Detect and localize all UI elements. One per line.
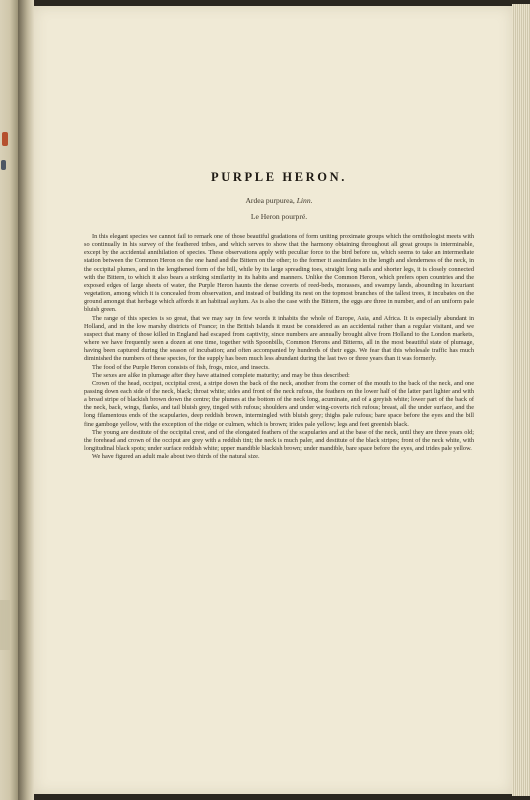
book-page	[34, 6, 512, 794]
left-page-plate-fragment	[2, 132, 8, 146]
book-gutter	[18, 0, 34, 800]
latin-author: Linn.	[296, 196, 313, 205]
body-text	[84, 233, 474, 461]
paragraph: The young are destitute of the occipital crest, and of the elongated feathers of the scapularies and at the base of the neck, until they are three years old; the forehead and crown of the occiput are grey with a reddish tint; the neck is much paler, and destitute of the black stripes; front of the neck white, with longitudinal black spots; under surface reddish white; upper mandible blackish brown; under mandible, bare space before the eyes, and irides pale yellow.	[84, 428, 474, 453]
paragraph: The food of the Purple Heron consists of fish, frogs, mice, and insects.	[92, 363, 270, 371]
paragraph: Crown of the head, occiput, occipital crest, a stripe down the back of the neck, another from the corner of the mouth to the back of the neck, and one passing down each side of the neck, black; throat white; sides and front of the neck rufous, the feathers on the lower half of the latter part lighter and with a broad stripe of blackish brown down the centre; the plumes at the bottom of the neck long, acuminate, and of a greyish white; lower part of the back of the neck, back, wings, flanks, and tail bluish grey, tinged with rufous; shoulders and under wing-coverts rich rufous; breast, all the under surface, and the long filamentous ends of the scapularies, deep reddish brown, intermingled with bluish grey; thighs pale rufous; bare space before the eyes and the bill fine gamboge yellow, with the exception of the ridge or culmen, which is brown; irides pale yellow; legs and feet greenish black.	[84, 379, 474, 428]
paragraph: The range of this species is so great, that we may say in few words it inhabits the whole of Europe, Asia, and Africa. It is especially abundant in Holland, and in the low marshy districts of France; in the British Islands it must be considered as an accidental rather than a regular visitant, and we suspect that many of those killed in England had escaped from captivity, since numbers are annually brought alive from Holland to the London markets, where we have frequently seen a dozen at one time, together with Spoonbills, Common Herons and Bitterns, all in the most beautiful state of plumage, having been captured during the season of incubation; and often accompanied by hundreds of their eggs. We fear that this wholesale traffic has much diminished the numbers of these species, for the supply has been much less abundant during the last two or three years than it was formerly.	[84, 314, 474, 363]
paragraph: The sexes are alike in plumage after they have attained complete maturity; and may be thus described:	[92, 371, 350, 379]
left-page-plate-fragment	[0, 600, 10, 650]
paragraph: We have figured an adult male about two thirds of the natural size.	[92, 453, 260, 461]
page-stack-edge	[512, 4, 530, 796]
left-page-plate-fragment	[1, 160, 6, 170]
latin-name-line	[84, 196, 474, 205]
left-page-edge	[0, 0, 18, 800]
page-title: PURPLE HERON.	[211, 170, 347, 184]
page-text	[84, 170, 474, 461]
french-name: Le Heron pourpré.	[250, 212, 308, 221]
paragraph: In this elegant species we cannot fail to remark one of those beautiful gradations of form uniting proximate groups which the ornithologist meets with so continually in his survey of the feathered tribes, and which serves to show that the harmony obtaining throughout all great groups is interminable, except by the accidental annihilation of species. These observations apply with peculiar force to the bird before us, which seems to take an intermediate station between the Common Heron on the one hand and the Bittern on the other; to the former it assimilates in the length and slenderness of the neck, in the occipital plumes, and in the lengthened form of the bill, while by its large spreading toes, straight long nails and shorter legs, it is closely connected with the Bittern, to which it also bears a striking similarity in its habits and manners. Unlike the Common Heron, which prefers open countries and the exposed edges of large sheets of water, the Purple Heron haunts the dense coverts of reed-beds, morasses, and swampy lands, abounding in luxuriant vegetation, among which it is concealed from observation, and instead of building its nest on the topmost branches of the tallest trees, it incubates on the ground amongst that herbage which affords it an habitual asylum. As is also the case with the Bittern, the eggs are three in number, and of an uniform pale bluish green.	[84, 233, 474, 314]
latin-name: Ardea purpurea,	[245, 196, 295, 205]
